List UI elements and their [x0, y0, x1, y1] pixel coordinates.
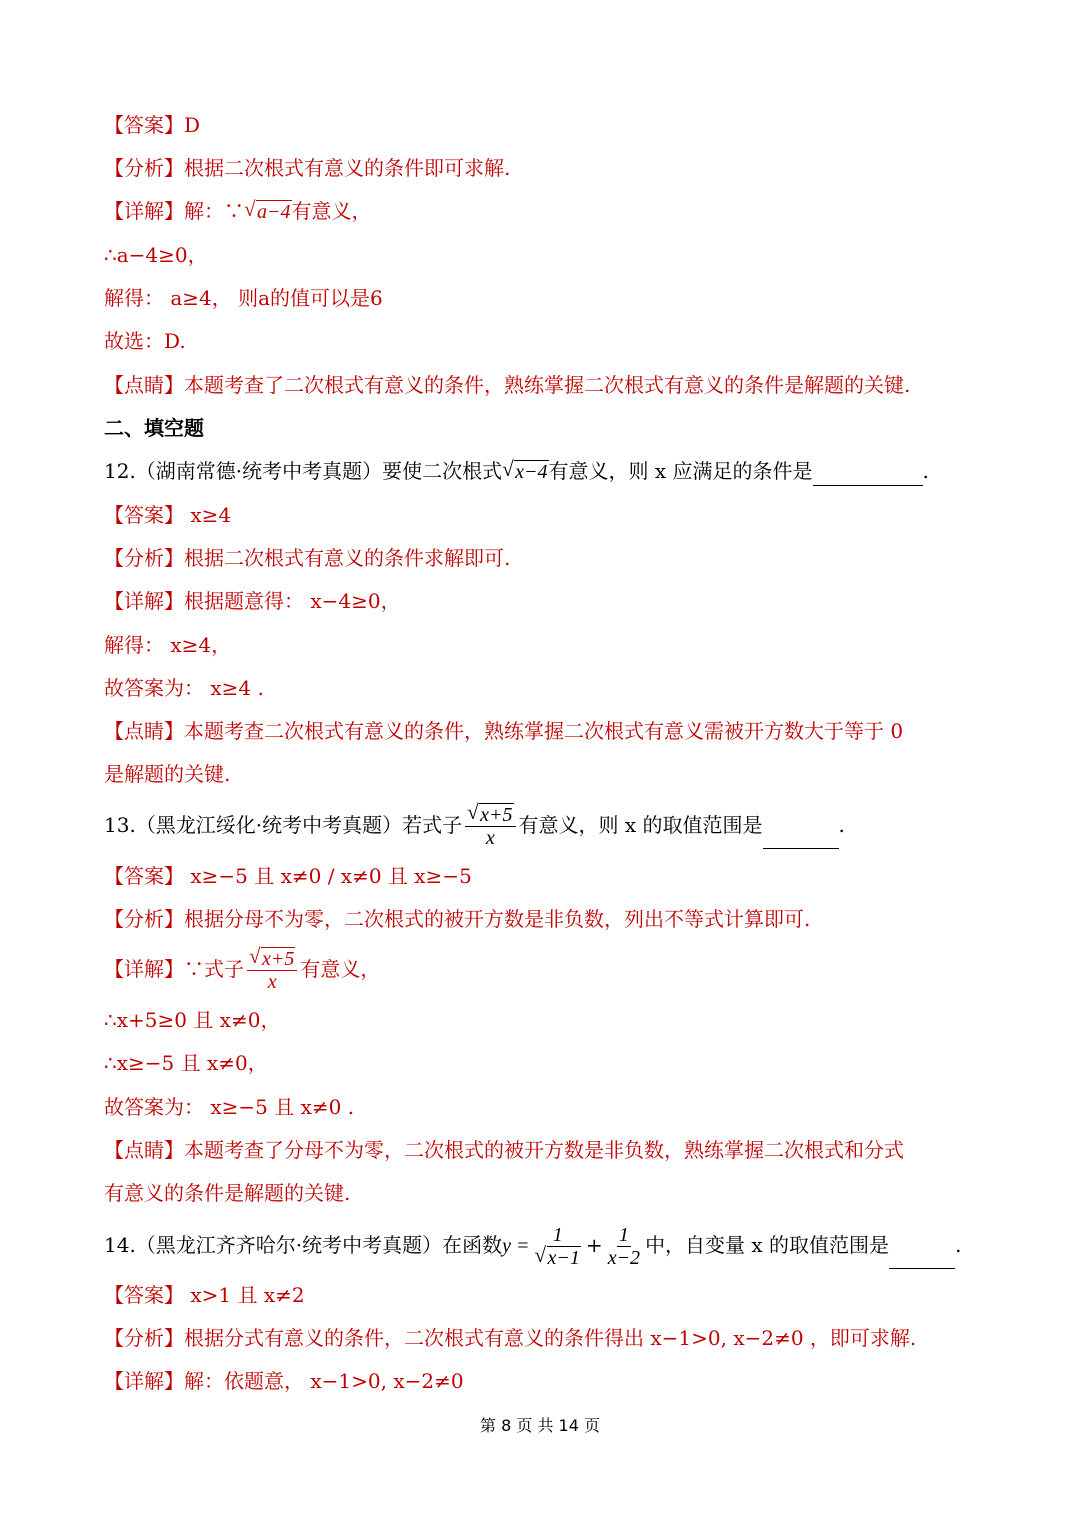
fraction-1: 1 √ x−1: [534, 1224, 580, 1269]
question-14-text: 14.（黑龙江齐齐哈尔·统考中考真题）在函数: [104, 1233, 503, 1257]
answer-blank: [889, 1246, 955, 1269]
note-12-line2: 是解题的关键.: [104, 762, 231, 786]
answer-12: 【答案】 x≥4: [104, 503, 232, 527]
step-13-2: ∴x≥−5 且 x≠0，: [104, 1051, 268, 1075]
fraction-2: $\frac{1}{x-2}$: [607, 1224, 641, 1269]
conclusion-12: 故答案为： x≥4 .: [104, 676, 264, 700]
fraction-expression: √ x+5 x: [247, 948, 297, 993]
fraction-expression: √ x+5 x: [465, 804, 515, 849]
question-13-tail: 有意义，则 x 的取值范围是: [518, 813, 763, 837]
answer-14: 【答案】 x>1 且 x≠2: [104, 1283, 305, 1307]
analysis-12: 【分析】根据二次根式有意义的条件求解即可.: [104, 546, 511, 570]
detail-13-text: 【详解】∵式子: [104, 957, 244, 981]
note-12-line1: 【点睛】本题考查二次根式有意义的条件，熟练掌握二次根式有意义需被开方数大于等于 0: [104, 719, 904, 743]
answer-blank: [763, 826, 839, 849]
sqrt-expression: √ x−4: [502, 457, 548, 483]
detail-14: 【详解】解：依题意， x−1>0, x−2≠0: [104, 1369, 464, 1393]
page-footer: 第 8 页 共 14 页: [480, 1416, 600, 1435]
note-11: 【点睛】本题考查了二次根式有意义的条件，熟练掌握二次根式有意义的条件是解题的关键.: [104, 373, 911, 397]
analysis-14: 【分析】根据分式有意义的条件，二次根式有意义的条件得出 x−1>0, x−2≠0 ，即可求解.: [104, 1326, 917, 1350]
answer-11: 【答案】D: [104, 113, 201, 137]
detail-12: 【详解】根据题意得： x−4≥0，: [104, 589, 401, 613]
detail-13-tail: 有意义，: [300, 957, 381, 981]
answer-13: 【答案】 x≥−5 且 x≠0 / x≠0 且 x≥−5: [104, 864, 472, 888]
detail-11-text: 【详解】解：∵: [104, 199, 244, 223]
step-11-2: 解得： a≥4， 则a的值可以是6: [104, 286, 383, 310]
step-11-1: ∴a−4≥0，: [104, 243, 208, 267]
step-13-1: ∴x+5≥0 且 x≠0，: [104, 1008, 281, 1032]
question-12: 12.（湖南常德·统考中考真题）要使二次根式 √ x−4有意义，则 x 应满足的条件是 .: [104, 457, 929, 486]
function-y: y =: [502, 1235, 530, 1257]
question-14-tail: 中，自变量 x 的取值范围是: [645, 1233, 890, 1257]
analysis-11: 【分析】根据二次根式有意义的条件即可求解.: [104, 156, 511, 180]
question-12-text: 12.（湖南常德·统考中考真题）要使二次根式: [104, 459, 503, 483]
detail-11: [104, 197, 372, 226]
note-13-line1: 【点睛】本题考查了分母不为零，二次根式的被开方数是非负数，熟练掌握二次根式和分式: [104, 1138, 904, 1162]
note-13-line2: 有意义的条件是解题的关键.: [104, 1181, 351, 1205]
sqrt-expression: √ a−4: [244, 197, 291, 223]
step-12-1: 解得： x≥4，: [104, 633, 232, 657]
question-14: 14.（黑龙江齐齐哈尔·统考中考真题）在函数y = 1 √ x−1 + $\frac{1}{x-2}$ 中，自变量 x 的取值范围是 .: [104, 1224, 962, 1269]
detail-11-tail: 有意义，: [291, 199, 372, 223]
conclusion-13: 故答案为： x≥−5 且 x≠0 .: [104, 1095, 355, 1119]
section-heading: 二、填空题: [104, 416, 204, 440]
conclusion-11: 故选：D.: [104, 329, 186, 353]
question-12-tail: 有意义，则 x 应满足的条件是: [548, 459, 813, 483]
answer-blank: [813, 463, 923, 486]
question-13-text: 13.（黑龙江绥化·统考中考真题）若式子: [104, 813, 463, 837]
detail-13: [104, 944, 381, 993]
question-13: 13.（黑龙江绥化·统考中考真题）若式子 √ x+5 x 有意义，则 x 的取值范围是 .: [104, 800, 845, 849]
analysis-13: 【分析】根据分母不为零，二次根式的被开方数是非负数，列出不等式计算即可.: [104, 907, 811, 931]
